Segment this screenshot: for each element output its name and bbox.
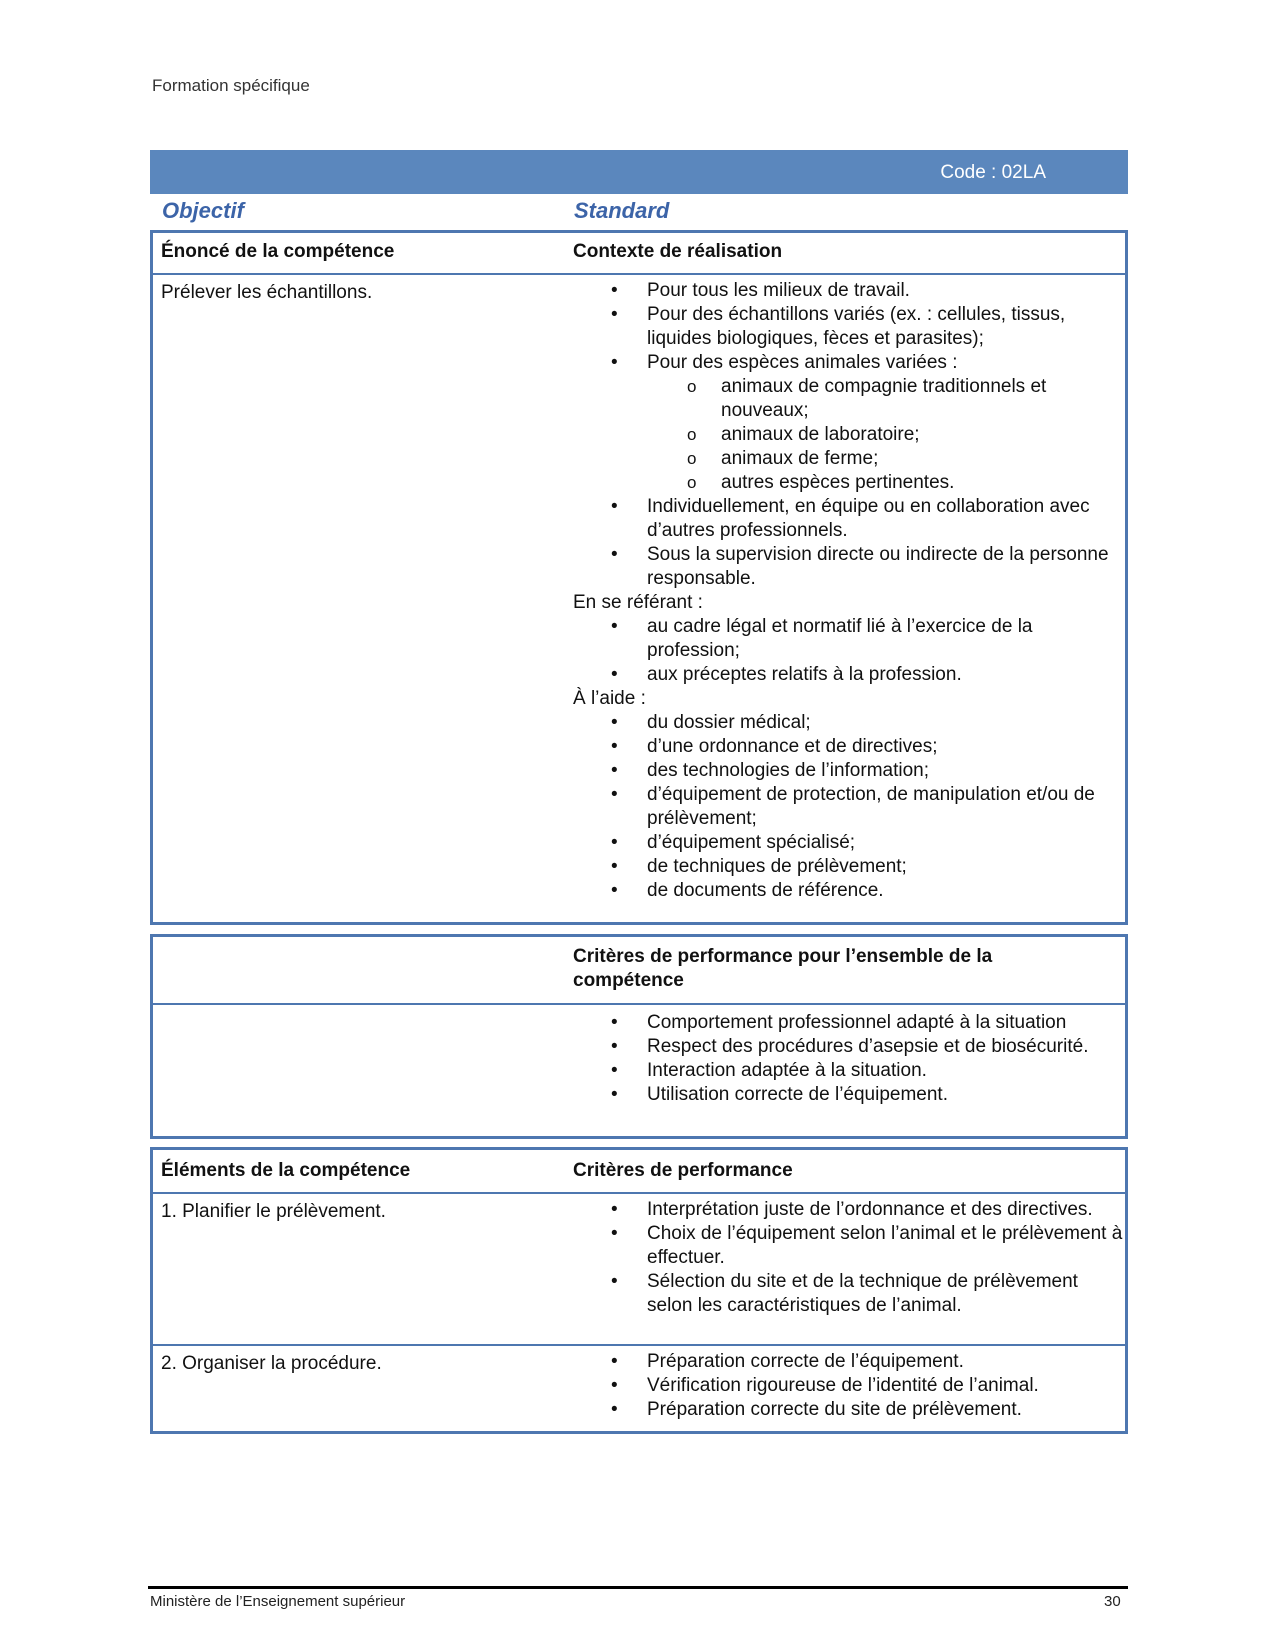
elements-header: Éléments de la compétence bbox=[161, 1160, 411, 1181]
criteria-header: Critères de performance bbox=[573, 1160, 793, 1181]
species-list bbox=[573, 375, 1118, 495]
competency-statement-table bbox=[150, 230, 1128, 925]
context-header: Contexte de réalisation bbox=[573, 241, 783, 262]
standard-label: Standard bbox=[574, 198, 670, 223]
element-1-list bbox=[573, 1198, 1123, 1318]
element-2: 2. Organiser la procédure. bbox=[161, 1353, 382, 1374]
list-item: • Interaction adaptée à la situation. bbox=[573, 1059, 1123, 1083]
context-list bbox=[573, 279, 1118, 375]
overall-criteria-column bbox=[573, 1011, 1123, 1107]
list-item: • Vérification rigoureuse de l’identité de l’animal. bbox=[573, 1374, 1123, 1398]
list-item: • aux préceptes relatifs à la profession. bbox=[573, 663, 1118, 687]
list-item: • Interprétation juste de l’ordonnance et des directives. bbox=[573, 1198, 1123, 1222]
overall-criteria-table bbox=[150, 934, 1128, 1139]
aide-label: À l’aide : bbox=[573, 688, 646, 709]
footer-ministry: Ministère de l’Enseignement supérieur bbox=[150, 1593, 406, 1610]
list-item: • Pour tous les milieux de travail. bbox=[573, 279, 1118, 303]
footer-rule bbox=[148, 1586, 1128, 1589]
list-item: • Utilisation correcte de l’équipement. bbox=[573, 1083, 1123, 1107]
competency-code: Code : 02LA bbox=[940, 162, 1046, 183]
list-item: • Individuellement, en équipe ou en collaboration avec d’autres professionnels. bbox=[573, 495, 1118, 543]
list-item: • Choix de l’équipement selon l’animal et le prélèvement à effectuer. bbox=[573, 1222, 1123, 1270]
context-list-2 bbox=[573, 495, 1118, 591]
element-1: 1. Planifier le prélèvement. bbox=[161, 1201, 386, 1222]
list-item: • d’équipement de protection, de manipulation et/ou de prélèvement; bbox=[573, 783, 1118, 831]
overall-criteria-header: Critères de performance pour l’ensemble de la compétence bbox=[573, 946, 993, 991]
competency-statement: Prélever les échantillons. bbox=[161, 282, 373, 303]
list-item: • du dossier médical; bbox=[573, 711, 1118, 735]
statement-header: Énoncé de la compétence bbox=[161, 241, 395, 262]
element-1-criteria bbox=[573, 1198, 1123, 1318]
list-item: • de documents de référence. bbox=[573, 879, 1118, 903]
list-item: o animaux de laboratoire; bbox=[573, 423, 1118, 447]
page-number: 30 bbox=[1104, 1593, 1121, 1610]
objectif-label: Objectif bbox=[162, 198, 244, 223]
list-item: • Respect des procédures d’asepsie et de biosécurité. bbox=[573, 1035, 1123, 1059]
row-divider bbox=[153, 273, 1125, 275]
row-divider bbox=[153, 1003, 1125, 1005]
context-column bbox=[573, 279, 1118, 903]
code-bar bbox=[150, 150, 1128, 194]
list-item: • d’une ordonnance et de directives; bbox=[573, 735, 1118, 759]
list-item: • Pour des échantillons variés (ex. : cellules, tissus, liquides biologiques, fèces et parasites); bbox=[573, 303, 1118, 351]
list-item: • d’équipement spécialisé; bbox=[573, 831, 1118, 855]
overall-criteria-list bbox=[573, 1011, 1123, 1107]
list-item: • des technologies de l’information; bbox=[573, 759, 1118, 783]
list-item: o animaux de ferme; bbox=[573, 447, 1118, 471]
aide-list bbox=[573, 711, 1118, 903]
list-item: • Sélection du site et de la technique de prélèvement selon les caractéristiques de l’animal. bbox=[573, 1270, 1123, 1318]
list-item: • Pour des espèces animales variées : bbox=[573, 351, 1118, 375]
list-item: • au cadre légal et normatif lié à l’exercice de la profession; bbox=[573, 615, 1118, 663]
elements-table bbox=[150, 1147, 1128, 1434]
element-2-list bbox=[573, 1350, 1123, 1422]
referant-label: En se référant : bbox=[573, 592, 703, 613]
list-item: • Préparation correcte de l’équipement. bbox=[573, 1350, 1123, 1374]
row-divider bbox=[153, 1344, 1125, 1346]
referant-list bbox=[573, 615, 1118, 687]
list-item: • Comportement professionnel adapté à la situation bbox=[573, 1011, 1123, 1035]
element-2-criteria bbox=[573, 1350, 1123, 1422]
list-item: o animaux de compagnie traditionnels et nouveaux; bbox=[573, 375, 1118, 423]
list-item: • Préparation correcte du site de prélèvement. bbox=[573, 1398, 1123, 1422]
list-item: • Sous la supervision directe ou indirecte de la personne responsable. bbox=[573, 543, 1118, 591]
list-item: o autres espèces pertinentes. bbox=[573, 471, 1118, 495]
row-divider bbox=[153, 1192, 1125, 1194]
section-header: Formation spécifique bbox=[152, 76, 310, 95]
list-item: • de techniques de prélèvement; bbox=[573, 855, 1118, 879]
